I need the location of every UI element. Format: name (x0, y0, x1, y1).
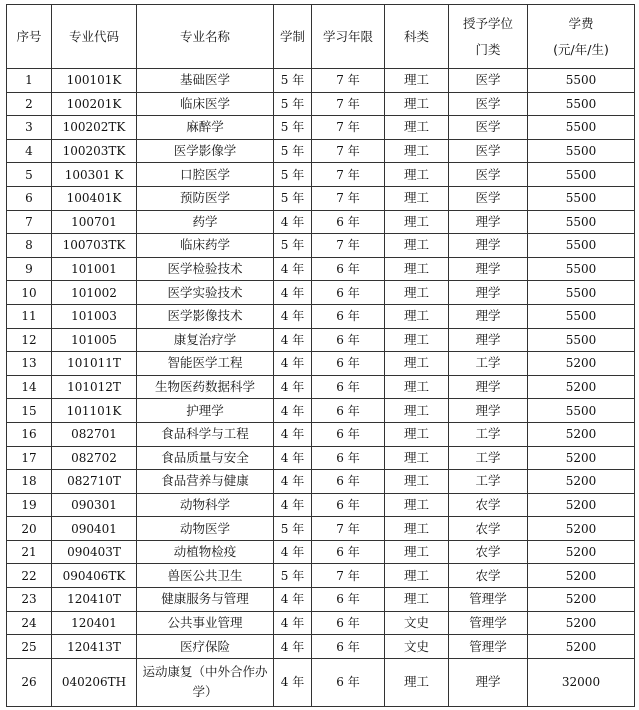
degree-category: 农学 (449, 493, 528, 517)
major-code: 040206TH (52, 658, 137, 706)
row-no: 6 (7, 186, 52, 210)
category: 理工 (385, 257, 449, 281)
major-code: 090406TK (52, 564, 137, 588)
category: 理工 (385, 470, 449, 494)
category: 理工 (385, 493, 449, 517)
row-no: 9 (7, 257, 52, 281)
table-row (7, 517, 635, 541)
study-limit: 6 年 (312, 493, 385, 517)
tuition-fee: 5200 (528, 470, 635, 494)
degree-category: 理学 (449, 658, 528, 706)
header-fee-line1: 学费 (568, 15, 594, 31)
major-code: 082701 (52, 422, 137, 446)
table-row (7, 186, 635, 210)
header-fee (528, 5, 635, 69)
category: 理工 (385, 328, 449, 352)
study-limit: 7 年 (312, 163, 385, 187)
study-system: 5 年 (274, 564, 312, 588)
study-limit: 6 年 (312, 399, 385, 423)
tuition-fee: 5500 (528, 163, 635, 187)
category: 理工 (385, 352, 449, 376)
study-system: 5 年 (274, 234, 312, 258)
degree-category: 医学 (449, 139, 528, 163)
major-code: 120401 (52, 611, 137, 635)
study-system: 4 年 (274, 304, 312, 328)
study-system: 4 年 (274, 588, 312, 612)
tuition-fee: 5500 (528, 399, 635, 423)
tuition-fee: 5500 (528, 186, 635, 210)
major-code: 100401K (52, 186, 137, 210)
major-code: 101002 (52, 281, 137, 305)
header-degree-line2: 门类 (475, 41, 501, 57)
study-system: 4 年 (274, 422, 312, 446)
category: 理工 (385, 422, 449, 446)
tuition-fee: 5200 (528, 588, 635, 612)
table-row (7, 540, 635, 564)
category: 理工 (385, 540, 449, 564)
row-no: 22 (7, 564, 52, 588)
table-row (7, 304, 635, 328)
major-name: 医学实验技术 (137, 281, 274, 305)
table-row (7, 139, 635, 163)
tuition-fee: 5200 (528, 611, 635, 635)
major-name: 医学影像技术 (137, 304, 274, 328)
degree-category: 农学 (449, 517, 528, 541)
study-limit: 6 年 (312, 635, 385, 659)
tuition-fee: 5200 (528, 635, 635, 659)
major-name: 动植物检疫 (137, 540, 274, 564)
study-limit: 6 年 (312, 658, 385, 706)
major-code: 120410T (52, 588, 137, 612)
study-limit: 6 年 (312, 304, 385, 328)
study-limit: 6 年 (312, 375, 385, 399)
degree-category: 理学 (449, 375, 528, 399)
category: 理工 (385, 234, 449, 258)
row-no: 12 (7, 328, 52, 352)
study-limit: 6 年 (312, 446, 385, 470)
study-limit: 6 年 (312, 611, 385, 635)
row-no: 16 (7, 422, 52, 446)
study-limit: 6 年 (312, 588, 385, 612)
major-name: 基础医学 (137, 69, 274, 93)
header-fee-line2: (元/年/生) (553, 41, 609, 57)
major-code: 082710T (52, 470, 137, 494)
header-degree (449, 5, 528, 69)
category: 理工 (385, 69, 449, 93)
study-system: 4 年 (274, 257, 312, 281)
table-row (7, 611, 635, 635)
degree-category: 农学 (449, 564, 528, 588)
major-code: 100701 (52, 210, 137, 234)
study-system: 4 年 (274, 375, 312, 399)
tuition-fee: 32000 (528, 658, 635, 706)
row-no: 17 (7, 446, 52, 470)
table-row (7, 658, 635, 706)
row-no: 3 (7, 116, 52, 140)
header-no: 序号 (7, 5, 52, 69)
category: 理工 (385, 375, 449, 399)
study-limit: 7 年 (312, 186, 385, 210)
header-limit: 学习年限 (312, 5, 385, 69)
row-no: 18 (7, 470, 52, 494)
major-name: 食品质量与安全 (137, 446, 274, 470)
header-name: 专业名称 (137, 5, 274, 69)
study-limit: 6 年 (312, 281, 385, 305)
major-code: 100202TK (52, 116, 137, 140)
table-row (7, 470, 635, 494)
row-no: 13 (7, 352, 52, 376)
category: 理工 (385, 186, 449, 210)
table-row (7, 352, 635, 376)
major-name: 生物医药数据科学 (137, 375, 274, 399)
study-system: 4 年 (274, 658, 312, 706)
major-name: 兽医公共卫生 (137, 564, 274, 588)
major-code: 082702 (52, 446, 137, 470)
row-no: 25 (7, 635, 52, 659)
category: 理工 (385, 564, 449, 588)
tuition-fee: 5200 (528, 422, 635, 446)
study-limit: 7 年 (312, 564, 385, 588)
major-code: 100201K (52, 92, 137, 116)
degree-category: 农学 (449, 540, 528, 564)
tuition-fee: 5500 (528, 257, 635, 281)
study-limit: 7 年 (312, 92, 385, 116)
major-code: 101011T (52, 352, 137, 376)
tuition-fee: 5200 (528, 540, 635, 564)
table-row (7, 257, 635, 281)
study-system: 5 年 (274, 116, 312, 140)
major-code: 100203TK (52, 139, 137, 163)
study-limit: 6 年 (312, 352, 385, 376)
degree-category: 理学 (449, 234, 528, 258)
study-limit: 7 年 (312, 234, 385, 258)
degree-category: 工学 (449, 422, 528, 446)
header-category: 科类 (385, 5, 449, 69)
header-code: 专业代码 (52, 5, 137, 69)
major-code: 100301 K (52, 163, 137, 187)
row-no: 1 (7, 69, 52, 93)
study-limit: 6 年 (312, 422, 385, 446)
major-name: 康复治疗学 (137, 328, 274, 352)
study-system: 4 年 (274, 328, 312, 352)
table-row (7, 234, 635, 258)
tuition-fee: 5200 (528, 446, 635, 470)
study-system: 4 年 (274, 446, 312, 470)
category: 理工 (385, 446, 449, 470)
row-no: 5 (7, 163, 52, 187)
major-name: 食品科学与工程 (137, 422, 274, 446)
degree-category: 管理学 (449, 588, 528, 612)
table-row (7, 69, 635, 93)
category: 理工 (385, 281, 449, 305)
study-system: 4 年 (274, 540, 312, 564)
study-limit: 6 年 (312, 257, 385, 281)
category: 理工 (385, 210, 449, 234)
row-no: 14 (7, 375, 52, 399)
major-code: 120413T (52, 635, 137, 659)
table-row (7, 116, 635, 140)
category: 文史 (385, 635, 449, 659)
tuition-fee: 5200 (528, 517, 635, 541)
major-name: 健康服务与管理 (137, 588, 274, 612)
table-row (7, 493, 635, 517)
major-code: 090301 (52, 493, 137, 517)
category: 理工 (385, 399, 449, 423)
major-name: 护理学 (137, 399, 274, 423)
tuition-fee: 5500 (528, 92, 635, 116)
major-name: 食品营养与健康 (137, 470, 274, 494)
study-system: 4 年 (274, 281, 312, 305)
major-name: 临床医学 (137, 92, 274, 116)
major-name: 公共事业管理 (137, 611, 274, 635)
study-system: 4 年 (274, 493, 312, 517)
major-code: 100703TK (52, 234, 137, 258)
tuition-table (6, 4, 635, 707)
category: 理工 (385, 517, 449, 541)
row-no: 24 (7, 611, 52, 635)
study-system: 4 年 (274, 635, 312, 659)
degree-category: 医学 (449, 69, 528, 93)
table-row (7, 564, 635, 588)
table-row (7, 422, 635, 446)
major-code: 090403T (52, 540, 137, 564)
major-code: 090401 (52, 517, 137, 541)
study-limit: 6 年 (312, 540, 385, 564)
table-row (7, 446, 635, 470)
study-system: 4 年 (274, 352, 312, 376)
major-code: 100101K (52, 69, 137, 93)
row-no: 20 (7, 517, 52, 541)
header-row (7, 5, 635, 69)
study-limit: 7 年 (312, 139, 385, 163)
row-no: 11 (7, 304, 52, 328)
tuition-fee: 5200 (528, 493, 635, 517)
major-name: 动物科学 (137, 493, 274, 517)
degree-category: 医学 (449, 92, 528, 116)
major-name: 麻醉学 (137, 116, 274, 140)
major-code: 101003 (52, 304, 137, 328)
table-row (7, 588, 635, 612)
degree-category: 理学 (449, 399, 528, 423)
table-row (7, 163, 635, 187)
row-no: 4 (7, 139, 52, 163)
study-system: 5 年 (274, 92, 312, 116)
degree-category: 管理学 (449, 635, 528, 659)
tuition-fee: 5200 (528, 375, 635, 399)
major-code: 101012T (52, 375, 137, 399)
degree-category: 理学 (449, 210, 528, 234)
major-name: 预防医学 (137, 186, 274, 210)
major-code: 101101K (52, 399, 137, 423)
major-name: 动物医学 (137, 517, 274, 541)
table-row (7, 92, 635, 116)
major-code: 101001 (52, 257, 137, 281)
table-row (7, 399, 635, 423)
study-system: 5 年 (274, 163, 312, 187)
major-name: 医疗保险 (137, 635, 274, 659)
tuition-fee: 5200 (528, 352, 635, 376)
study-limit: 7 年 (312, 517, 385, 541)
header-system: 学制 (274, 5, 312, 69)
tuition-fee: 5500 (528, 69, 635, 93)
table-row (7, 375, 635, 399)
table-row (7, 328, 635, 352)
degree-category: 医学 (449, 163, 528, 187)
major-code: 101005 (52, 328, 137, 352)
study-system: 4 年 (274, 210, 312, 234)
major-name: 药学 (137, 210, 274, 234)
row-no: 19 (7, 493, 52, 517)
row-no: 26 (7, 658, 52, 706)
degree-category: 工学 (449, 470, 528, 494)
study-limit: 6 年 (312, 328, 385, 352)
study-system: 5 年 (274, 517, 312, 541)
study-system: 4 年 (274, 611, 312, 635)
major-name: 临床药学 (137, 234, 274, 258)
tuition-fee: 5500 (528, 281, 635, 305)
tuition-fee: 5500 (528, 304, 635, 328)
study-limit: 7 年 (312, 116, 385, 140)
study-limit: 6 年 (312, 210, 385, 234)
study-limit: 7 年 (312, 69, 385, 93)
study-system: 4 年 (274, 470, 312, 494)
study-system: 5 年 (274, 69, 312, 93)
tuition-fee: 5200 (528, 564, 635, 588)
major-name: 运动康复（中外合作办学） (137, 658, 274, 706)
study-limit: 6 年 (312, 470, 385, 494)
degree-category: 管理学 (449, 611, 528, 635)
degree-category: 工学 (449, 352, 528, 376)
category: 理工 (385, 163, 449, 187)
degree-category: 理学 (449, 281, 528, 305)
category: 理工 (385, 588, 449, 612)
study-system: 4 年 (274, 399, 312, 423)
study-system: 5 年 (274, 186, 312, 210)
table-row (7, 281, 635, 305)
row-no: 7 (7, 210, 52, 234)
degree-category: 医学 (449, 116, 528, 140)
major-name: 医学检验技术 (137, 257, 274, 281)
table-row (7, 635, 635, 659)
category: 文史 (385, 611, 449, 635)
category: 理工 (385, 139, 449, 163)
degree-category: 医学 (449, 186, 528, 210)
category: 理工 (385, 116, 449, 140)
row-no: 23 (7, 588, 52, 612)
tuition-fee: 5500 (528, 139, 635, 163)
category: 理工 (385, 304, 449, 328)
table-row (7, 210, 635, 234)
table-body (7, 69, 635, 707)
row-no: 8 (7, 234, 52, 258)
major-name: 口腔医学 (137, 163, 274, 187)
row-no: 10 (7, 281, 52, 305)
row-no: 2 (7, 92, 52, 116)
row-no: 21 (7, 540, 52, 564)
degree-category: 工学 (449, 446, 528, 470)
tuition-fee: 5500 (528, 234, 635, 258)
header-degree-line1: 授予学位 (462, 15, 513, 31)
major-name: 医学影像学 (137, 139, 274, 163)
category: 理工 (385, 92, 449, 116)
study-system: 5 年 (274, 139, 312, 163)
tuition-fee: 5500 (528, 328, 635, 352)
degree-category: 理学 (449, 304, 528, 328)
degree-category: 理学 (449, 328, 528, 352)
major-name: 智能医学工程 (137, 352, 274, 376)
category: 理工 (385, 658, 449, 706)
degree-category: 理学 (449, 257, 528, 281)
row-no: 15 (7, 399, 52, 423)
tuition-fee: 5500 (528, 210, 635, 234)
tuition-fee: 5500 (528, 116, 635, 140)
